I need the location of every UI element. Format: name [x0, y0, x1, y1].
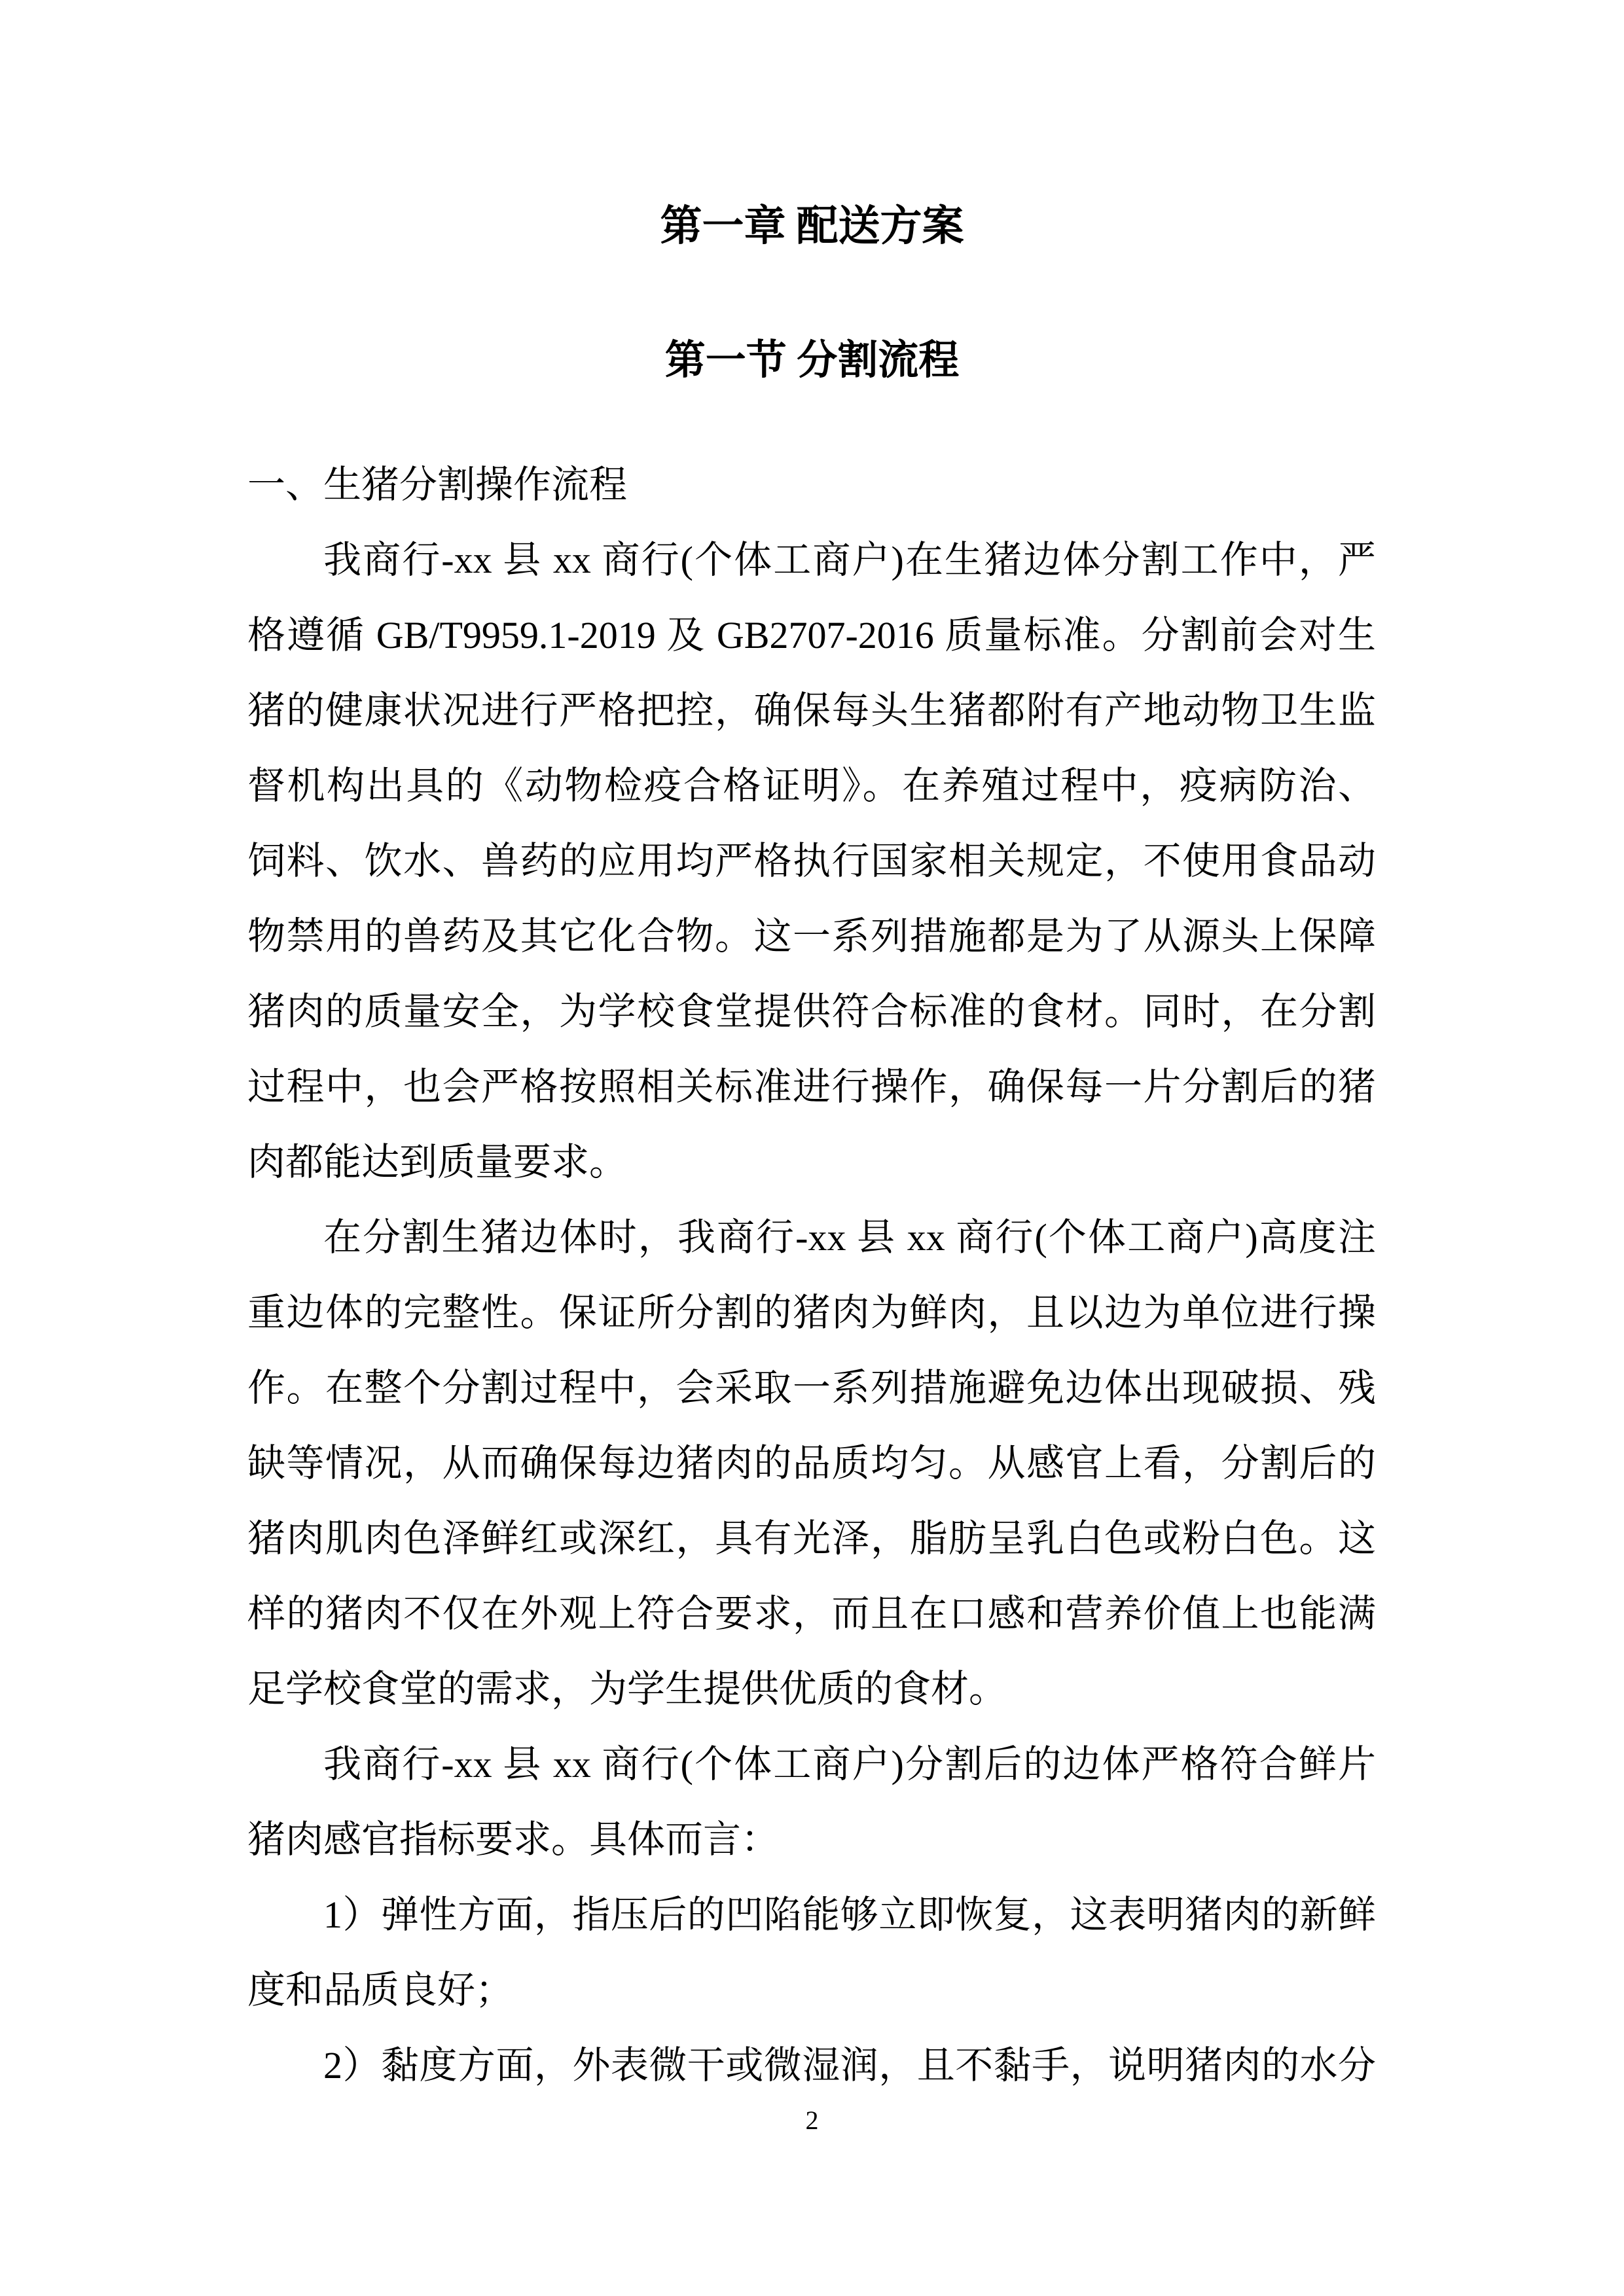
text-line: 在分割生猪边体时，我商行-xx 县 xx 商行(个体工商户)高度注 [323, 1216, 1376, 1259]
text-line: 过程中，也会严格按照相关标准进行操作，确保每一片分割后的猪 [247, 1066, 1376, 1108]
text-line: 猪的健康状况进行严格把控，确保每头生猪都附有产地动物卫生监 [247, 689, 1376, 732]
text-line: 2）黏度方面，外表微干或微湿润，且不黏手，说明猪肉的水分 [323, 2044, 1376, 2087]
text-line: 我商行-xx 县 xx 商行(个体工商户)在生猪边体分割工作中，严 [323, 539, 1376, 581]
text-line: 重边体的完整性。保证所分割的猪肉为鲜肉，且以边为单位进行操 [247, 1291, 1376, 1334]
chapter-title: 第一章 配送方案 [660, 203, 964, 249]
document-body [247, 447, 1376, 2103]
paragraph [247, 2028, 1376, 2103]
text-line: 格遵循 GB/T9959.1-2019 及 GB2707-2016 质量标准。分割前会对生 [247, 614, 1376, 656]
paragraph [247, 522, 1376, 1200]
paragraph [247, 1727, 1376, 1877]
paragraph [247, 1200, 1376, 1727]
text-line: 猪肉的质量安全，为学校食堂提供符合标准的食材。同时，在分割 [247, 990, 1376, 1033]
subsection-heading [247, 447, 1376, 522]
text-line: 一、生猪分割操作流程 [247, 463, 628, 506]
text-line: 督机构出具的《动物检疫合格证明》。在养殖过程中，疫病防治、 [247, 764, 1376, 807]
page-number: 2 [805, 2106, 819, 2135]
text-line: 物禁用的兽药及其它化合物。这一系列措施都是为了从源头上保障 [247, 915, 1376, 958]
text-line: 样的猪肉不仅在外观上符合要求，而且在口感和营养价值上也能满 [247, 1592, 1376, 1635]
text-line: 我商行-xx 县 xx 商行(个体工商户)分割后的边体严格符合鲜片 [323, 1743, 1376, 1785]
text-line: 肉都能达到质量要求。 [247, 1141, 628, 1183]
section-title: 第一节 分割流程 [664, 338, 960, 383]
paragraph [247, 1877, 1376, 2028]
text-line: 作。在整个分割过程中，会采取一系列措施避免边体出现破损、残 [247, 1367, 1376, 1409]
text-line: 猪肉感官指标要求。具体而言： [247, 1818, 780, 1861]
text-line: 1）弹性方面，指压后的凹陷能够立即恢复，这表明猪肉的新鲜 [323, 1893, 1376, 1936]
text-line: 足学校食堂的需求，为学生提供优质的食材。 [247, 1668, 1007, 1710]
text-line: 度和品质良好； [247, 1969, 514, 2011]
text-line: 猪肉肌肉色泽鲜红或深红，具有光泽，脂肪呈乳白色或粉白色。这 [247, 1517, 1376, 1560]
text-line: 饲料、饮水、兽药的应用均严格执行国家相关规定，不使用食品动 [247, 840, 1376, 882]
text-line: 缺等情况，从而确保每边猪肉的品质均匀。从感官上看，分割后的 [247, 1442, 1376, 1484]
